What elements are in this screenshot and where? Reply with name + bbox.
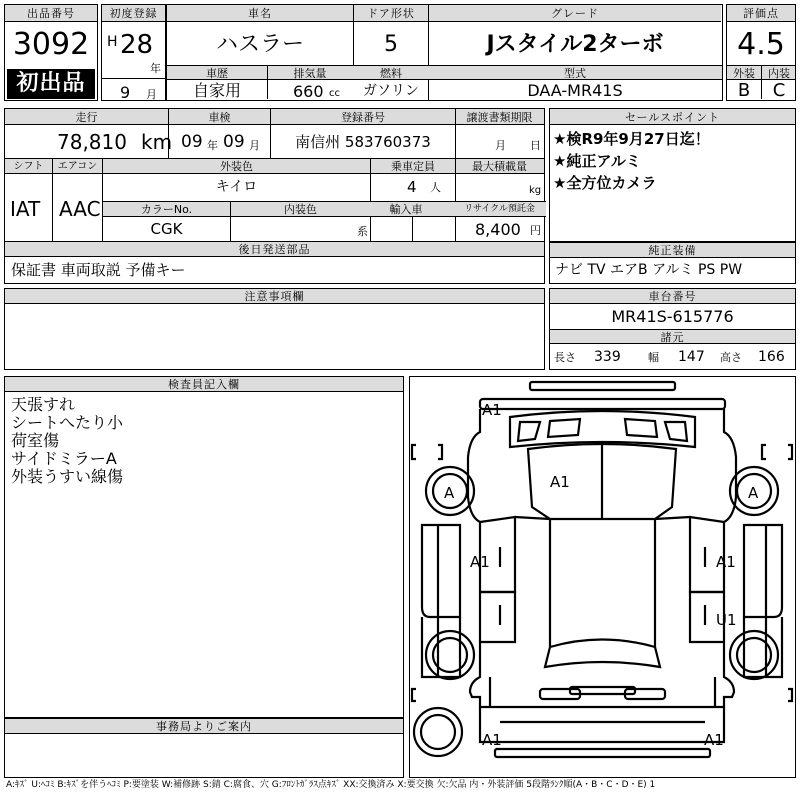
max-load-label: 最大積載量 [472, 160, 527, 173]
recycle-deposit-unit: 円 [530, 224, 541, 237]
damage-mark-rear-right: A1 [704, 731, 724, 749]
damage-diagram [409, 376, 796, 778]
reg-year-unit: 年 [150, 62, 161, 75]
height: 166 [758, 349, 785, 365]
inspection-year-unit: 年 [207, 139, 218, 152]
lot-number-box [4, 4, 98, 101]
reg-month-unit: 月 [146, 88, 157, 101]
car-name-label: 車名 [167, 5, 353, 22]
history-label: 車歴 [206, 66, 228, 80]
inspector-label: 検査員記入欄 [5, 377, 403, 392]
first-listing-badge: 初出品 [7, 69, 95, 99]
later-parts-label: 後日発送部品 [5, 242, 544, 257]
chassis-box [549, 288, 796, 370]
interior-grade: C [772, 79, 786, 101]
recycle-deposit: 8,400 [475, 220, 521, 239]
sales-point-3: ★全方位カメラ [553, 174, 657, 192]
inspector-box [4, 376, 404, 718]
office-label: 事務局よりご案内 [5, 719, 403, 734]
model: DAA-MR41S [527, 81, 623, 100]
plate-number: 南信州 583760373 [295, 132, 431, 151]
fuel: ガソリン [363, 83, 419, 99]
max-load-unit: kg [529, 185, 542, 196]
plate-label: 登録番号 [341, 110, 385, 124]
inspection-month: 09 [223, 132, 245, 152]
color-number-label: カラーNo. [140, 203, 193, 216]
inspector-line-5: 外装うすい線傷 [11, 467, 124, 486]
mileage: 78,810 [57, 130, 127, 154]
damage-mark-left-front-wheel: A [444, 484, 455, 502]
inspection-label: 車検 [208, 110, 231, 124]
aircon: AAC [59, 197, 101, 221]
shift-label: シフト [13, 160, 44, 172]
inspection-month-unit: 月 [249, 139, 260, 152]
aircon-label: エアコン [57, 160, 98, 172]
equipment-label: 純正装備 [550, 243, 795, 258]
width: 147 [678, 349, 705, 365]
reg-year: 28 [120, 30, 154, 60]
damage-mark-roof: A1 [550, 473, 570, 491]
lot-number-label: 出品番号 [5, 5, 97, 22]
interior-color-label: 内装色 [284, 203, 317, 216]
damage-mark-rear-left: A1 [482, 731, 502, 749]
color-number: CGK [150, 219, 183, 238]
damage-mark-right-rear-door: U1 [716, 611, 737, 629]
inspection-year: 09 [181, 132, 203, 152]
displacement-label: 排気量 [293, 66, 327, 80]
sales-point-box [549, 108, 796, 242]
car-name: ハスラー [215, 32, 304, 57]
chassis-number: MR41S-615776 [611, 307, 734, 326]
grade-label: グレード [429, 5, 721, 22]
history: 自家用 [192, 81, 241, 100]
transfer-deadline-label: 譲渡書類期限 [466, 110, 533, 124]
era: H [107, 34, 118, 50]
office-box [4, 718, 404, 778]
exterior-grade-label: 外装 [733, 66, 755, 80]
exterior-color-label: 外装色 [220, 160, 253, 173]
sales-point-2: ★純正アルミ [553, 152, 641, 170]
interior-grade-label: 内装 [768, 66, 790, 80]
score-box [726, 4, 796, 101]
interior-color-unit: 系 [357, 225, 368, 238]
first-registration-label: 初度登録 [102, 5, 165, 22]
damage-legend: A:ｷｽﾞ U:ﾍｺﾐ B:ｷｽﾞを伴うﾍｺﾐ P:要塗装 W:補修跡 S:錆 C:腐食、穴 G:ﾌﾛﾝﾄｶﾞﾗｽ点ｷｽﾞ XX:交換済み X:要交換 欠:欠品 内・外装評価 5段階ﾗﾝｸ順(A・B・C・D・E) 1 [6, 780, 656, 790]
exterior-grade: B [737, 79, 751, 101]
spec-label: 諸元 [550, 330, 795, 344]
length-label: 長さ [554, 351, 576, 364]
transfer-month-unit: 月 [495, 139, 506, 152]
capacity: 4 [407, 178, 417, 196]
displacement-unit: cc [329, 88, 340, 99]
notes-box [4, 288, 545, 370]
car-info-box [166, 4, 723, 101]
door-count: 5 [384, 32, 398, 57]
mileage-label: 走行 [75, 110, 98, 124]
lot-number: 3092 [12, 27, 90, 62]
score-label: 評価点 [727, 5, 795, 22]
transfer-day-unit: 日 [530, 139, 541, 152]
shift: IAT [10, 197, 41, 221]
later-parts: 保証書 車両取説 予備キー [11, 261, 186, 279]
length: 339 [594, 349, 621, 365]
height-label: 高さ [720, 351, 742, 364]
inspector-line-3: 荷室傷 [11, 431, 60, 450]
fuel-label: 燃料 [380, 66, 402, 80]
import-label: 輸入車 [389, 203, 423, 216]
displacement: 660 [293, 82, 324, 101]
exterior-color: キイロ [215, 179, 258, 195]
inspector-line-2: シートへたり小 [11, 413, 124, 432]
car-outline [410, 377, 794, 776]
door-label: ドア形状 [354, 5, 428, 22]
capacity-unit: 人 [430, 181, 441, 194]
equipment-box [549, 242, 796, 284]
inspector-line-1: 天張すれ [11, 395, 76, 414]
notes-label: 注意事項欄 [5, 289, 544, 304]
damage-mark-right-front-door: A1 [716, 553, 736, 571]
chassis-label: 車台番号 [550, 289, 795, 304]
vehicle-details-box [4, 108, 545, 284]
damage-mark-left-front-door: A1 [470, 553, 490, 571]
sales-point-label: セールスポイント [550, 109, 795, 125]
capacity-label: 乗車定員 [391, 160, 435, 173]
mileage-unit: km [141, 130, 173, 154]
first-registration-box [101, 4, 166, 101]
reg-month: 9 [120, 83, 131, 102]
model-label: 型式 [564, 66, 586, 80]
recycle-deposit-label: リサイクル預託金 [464, 204, 535, 214]
width-label: 幅 [648, 351, 659, 364]
score: 4.5 [737, 27, 785, 62]
grade: Jスタイル2ターボ [486, 32, 664, 57]
damage-mark-right-front-wheel: A [748, 484, 759, 502]
equipment-list: ナビ TV エアB アルミ PS PW [555, 262, 743, 278]
inspector-line-4: サイドミラーA [11, 449, 117, 468]
damage-mark-front: A1 [482, 401, 502, 419]
sales-point-1: ★検R9年9月27日迄！ [553, 130, 710, 148]
